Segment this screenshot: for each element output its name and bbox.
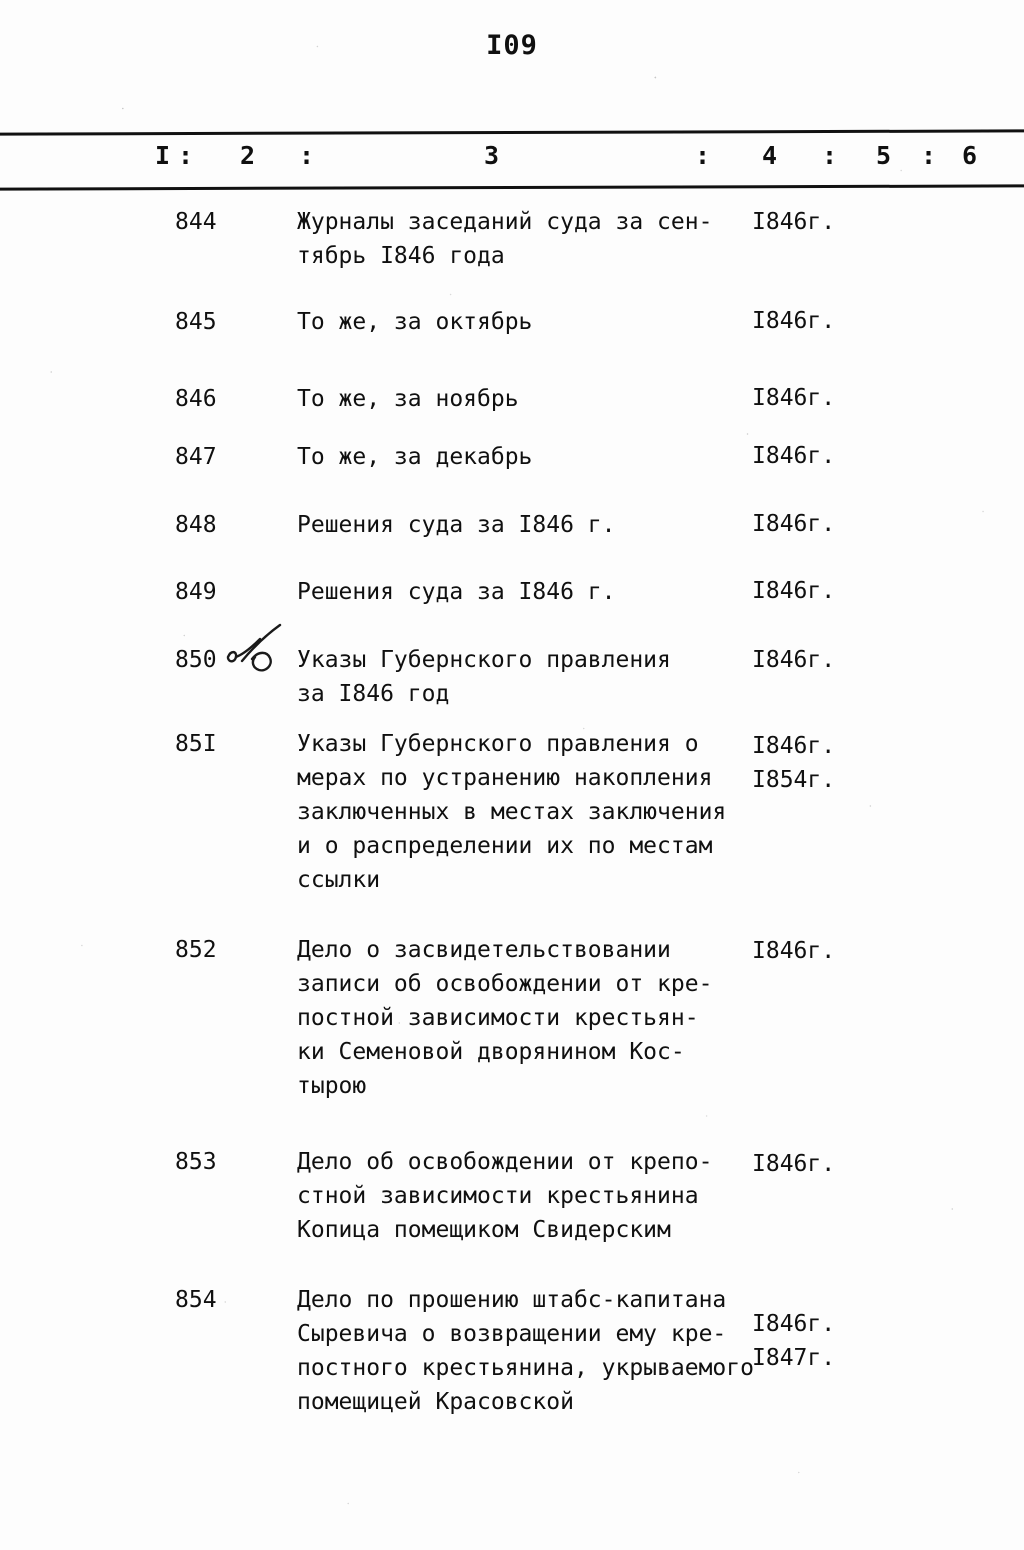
entry-description (297, 575, 742, 609)
entry-description-line: записи об освобождении от кре- (297, 971, 713, 997)
entry-dates (752, 205, 932, 239)
column-number-5: 5 (876, 141, 892, 170)
header-rule-bottom (0, 184, 1024, 190)
entry-description (297, 1145, 742, 1247)
entry-date: I846г. (752, 443, 836, 469)
entry-description (297, 508, 742, 542)
entry-description-line: Дело о засвидетельствовании (297, 937, 671, 963)
entry-number: 850 (175, 647, 217, 673)
entry-description (297, 727, 742, 897)
entry-description (297, 382, 742, 416)
entry-description-line: ссылки (297, 867, 381, 893)
entry-description-line: Указы Губернского правления (297, 647, 671, 673)
entry-dates (752, 643, 932, 677)
entry-description-line: То же, за октябрь (297, 309, 533, 335)
entry-number: 853 (175, 1149, 217, 1175)
entry-description-line: постного крестьянина, укрываемого (297, 1355, 754, 1381)
entry-description-line: Копица помещиком Свидерским (297, 1217, 671, 1243)
column-number-4: 4 (762, 141, 778, 170)
entry-number: 85I (175, 731, 217, 757)
entry-dates (752, 729, 932, 797)
column-separator: : (921, 141, 937, 170)
column-separator: : (695, 141, 711, 170)
entry-date: I846г. (752, 733, 836, 759)
entry-description-line: Решения суда за I846 г. (297, 579, 616, 605)
entry-description-line: То же, за декабрь (297, 444, 533, 470)
entry-dates (752, 1307, 932, 1375)
entry-date: I846г. (752, 385, 836, 411)
entry-description-line: Сыревича о возвращении ему кре- (297, 1321, 727, 1347)
entry-description-line: стной зависимости крестьянина (297, 1183, 699, 1209)
column-number-header (0, 141, 1024, 183)
entry-dates (752, 574, 932, 608)
entry-description-line: и о распределении их по местам (297, 833, 713, 859)
entry-description-line: тябрь I846 года (297, 243, 505, 269)
entry-date: I846г. (752, 209, 836, 235)
entry-description-line: Дело об освобождении от крепо- (297, 1149, 713, 1175)
entry-description-line: ки Семеновой дворянином Кос- (297, 1039, 685, 1065)
entry-date: I854г. (752, 767, 836, 793)
entry-description-line: Журналы заседаний суда за сен- (297, 209, 713, 235)
entry-description (297, 440, 742, 474)
entry-dates (752, 304, 932, 338)
entry-description-line: за I846 год (297, 681, 450, 707)
entry-description-line: помещицей Красовской (297, 1389, 574, 1415)
entry-number: 845 (175, 309, 217, 335)
column-number-I: I (155, 141, 171, 170)
entry-description-line: заключенных в местах заключения (297, 799, 727, 825)
entry-date: I846г. (752, 1151, 836, 1177)
entry-description-line: Дело по прошению штабс-капитана (297, 1287, 727, 1313)
entry-dates (752, 507, 932, 541)
column-number-6: 6 (962, 141, 978, 170)
entry-number: 854 (175, 1287, 217, 1313)
entry-date: I846г. (752, 308, 836, 334)
entry-number: 848 (175, 512, 217, 538)
entry-number: 846 (175, 386, 217, 412)
entry-number: 852 (175, 937, 217, 963)
entry-description (297, 933, 742, 1103)
entry-dates (752, 1147, 932, 1181)
entry-dates (752, 381, 932, 415)
entry-date: I847г. (752, 1345, 836, 1371)
entry-description-line: мерах по устранению накопления (297, 765, 713, 791)
entry-description-line: То же, за ноябрь (297, 386, 519, 412)
column-separator: : (822, 141, 838, 170)
entry-number: 849 (175, 579, 217, 605)
column-number-2: 2 (240, 141, 256, 170)
entry-dates (752, 439, 932, 473)
entry-date: I846г. (752, 647, 836, 673)
entry-description (297, 305, 742, 339)
entry-description-line: постной зависимости крестьян- (297, 1005, 699, 1031)
entry-description (297, 1283, 754, 1419)
column-number-3: 3 (484, 141, 500, 170)
column-separator: : (178, 141, 194, 170)
entry-number: 847 (175, 444, 217, 470)
entry-date: I846г. (752, 511, 836, 537)
header-rule-top (0, 129, 1024, 135)
entry-dates (752, 934, 932, 968)
entry-description-line: Решения суда за I846 г. (297, 512, 616, 538)
entry-description-line: Указы Губернского правления о (297, 731, 699, 757)
entry-date: I846г. (752, 938, 836, 964)
entry-description (297, 205, 742, 273)
entry-description (297, 643, 742, 711)
column-separator: : (299, 141, 315, 170)
page-number: I09 (486, 30, 538, 61)
entry-description-line: тырою (297, 1073, 367, 1099)
entry-number: 844 (175, 209, 217, 235)
entry-date: I846г. (752, 1311, 836, 1337)
entry-date: I846г. (752, 578, 836, 604)
